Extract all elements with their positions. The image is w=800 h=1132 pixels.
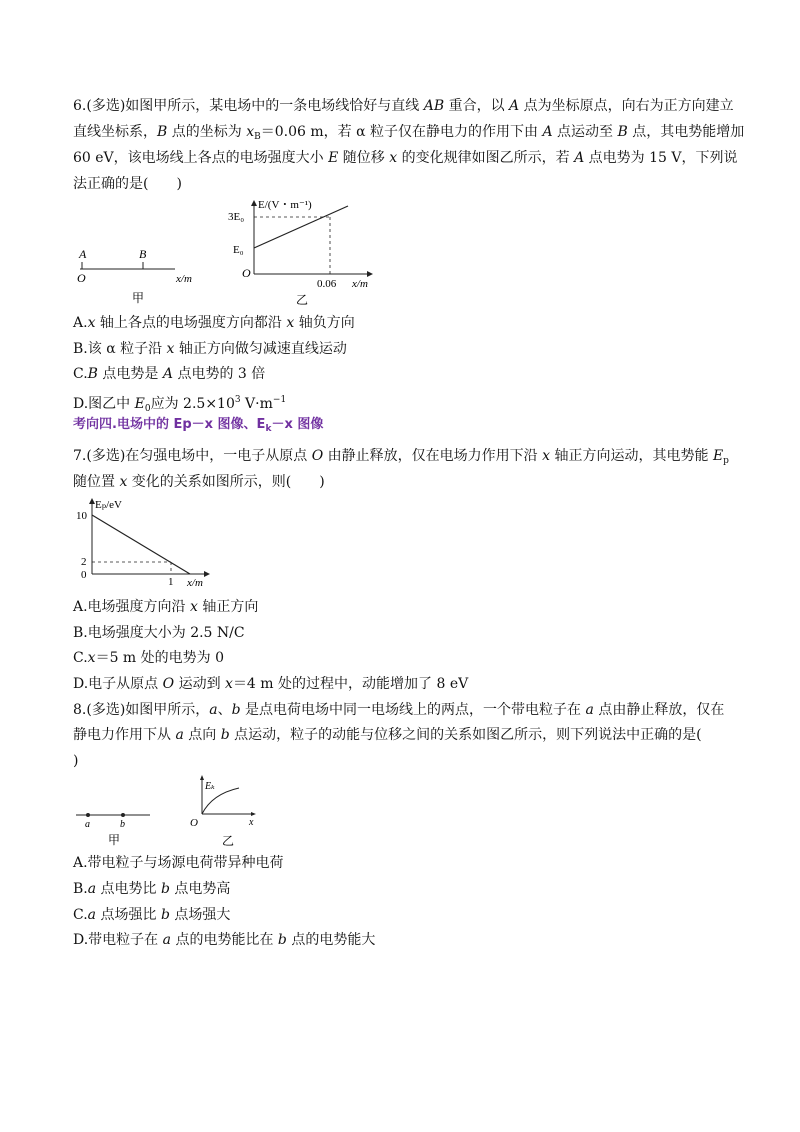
x-axis-arrow [367,271,373,277]
q7-stem-line-1: 7.(多选)在匀强电场中，一电子从原点 O 由静止释放，仅在电场力作用下沿 x 轴正方向运动，其电势能 $E_p$ [73,448,729,466]
q8-stem-line-3: ) [73,753,79,769]
point-a-label: a [85,819,90,830]
x-axis-label: x/m [352,278,368,290]
x-tick-1: 1 [168,576,174,588]
origin-label: O [242,266,251,280]
q8-option-a: A.带电粒子与场源电荷带异种电荷 [73,855,284,871]
q8-option-c: C.a 点场强比 b 点场强大 [73,907,231,923]
point-a-label: A [79,247,87,261]
q6-stem-line-2: 直线坐标系，B 点的坐标为 $x_B=0.06$ m，若 α 粒子仅在静电力的作用下由 A 点运动至 B 点，其电势能增加 [73,124,745,142]
caption-yi: 乙 [222,834,235,848]
y-tick-0: 0 [81,569,87,581]
q6-option-c: C.B 点电势是 A 点电势的 3 倍 [73,366,266,382]
x-axis-arrow [251,812,256,816]
caption-yi: 乙 [296,293,309,307]
y-tick-10: 10 [76,510,87,522]
q8-option-d: D.带电粒子在 a 点的电势能比在 b 点的电势能大 [73,932,376,948]
y-axis-arrow [200,775,204,780]
y-axis-label: Eₚ/eV [95,499,123,511]
q6-stem-line-1: 6.(多选)如图甲所示，某电场中的一条电场线恰好与直线 AB 重合，以 A 点为坐标原点，向右为正方向建立 [73,98,734,114]
point-b [121,813,125,817]
y-tick-2: 2 [81,556,87,568]
q6-option-d: D.图乙中 $E_0$应为 $2.5\times 10^3$ $V\cdot m^{-1}$ [73,395,287,414]
point-a [86,813,90,817]
q8-option-b: B.a 点电势比 b 点电势高 [73,881,231,897]
point-b-label: B [139,247,147,261]
caption-jia: 甲 [132,291,145,305]
q6-stem-line-4: 法正确的是( ) [73,176,182,192]
y-axis-label: E/(V・m⁻¹) [258,199,312,211]
x-axis-label: x/m [187,577,203,589]
q7-figure [72,496,222,592]
origin-label: O [77,271,86,285]
x-axis-label: x [249,817,254,828]
caption-jia: 甲 [108,833,121,847]
q6-stem-line-3: 60 eV，该电场线上各点的电场强度大小 E 随位移 x 的变化规律如图乙所示，若 A 点电势为 15 V，下列说 [73,150,738,166]
ep-line [92,515,190,574]
q8-figure-yi [185,772,265,852]
q7-stem-line-2: 随位置 x 变化的关系如图所示，则( ) [73,474,325,490]
origin-label: O [190,817,198,829]
q8-figure-jia [72,800,162,850]
q6-option-b: B.该 α 粒子沿 x 轴正方向做匀减速直线运动 [73,341,347,357]
q7-option-d: D.电子从原点 O 运动到 x＝4 m 处的过程中，动能增加了 8 eV [73,676,469,692]
axis-label: x/m [176,273,192,285]
q7-option-b: B.电场强度大小为 2.5 N/C [73,625,245,641]
x-axis-arrow [204,571,210,577]
q7-option-a: A.电场强度方向沿 x 轴正方向 [73,599,259,615]
q8-stem-line-2: 静电力作用下从 a 点向 b 点运动，粒子的动能与位移之间的关系如图乙所示，则下列说法中正确的是( [73,727,702,743]
y-tick-3e0: 3E₀ [228,211,245,223]
x-tick-006: 0.06 [317,278,337,290]
q6-option-a: A.x 轴上各点的电场强度方向都沿 x 轴负方向 [73,315,355,331]
point-b-label: b [120,819,125,830]
y-tick-e0: E₀ [233,244,244,256]
y-axis-label: Eₖ [205,781,215,792]
y-axis-arrow [251,200,257,206]
q8-stem-line-1: 8.(多选)如图甲所示，a、b 是点电荷电场中同一电场线上的两点，一个带电粒子在 a 点由静止释放，仅在 [73,702,725,718]
section-heading: 考向四.电场中的 Ep－x 图像、$E_k-x$ 图像 [73,417,324,434]
q6-figure-yi [222,198,382,308]
q6-figure-jia [70,240,210,305]
e-line [254,206,348,248]
q7-option-c: C.x＝5 m 处的电势为 0 [73,650,225,666]
